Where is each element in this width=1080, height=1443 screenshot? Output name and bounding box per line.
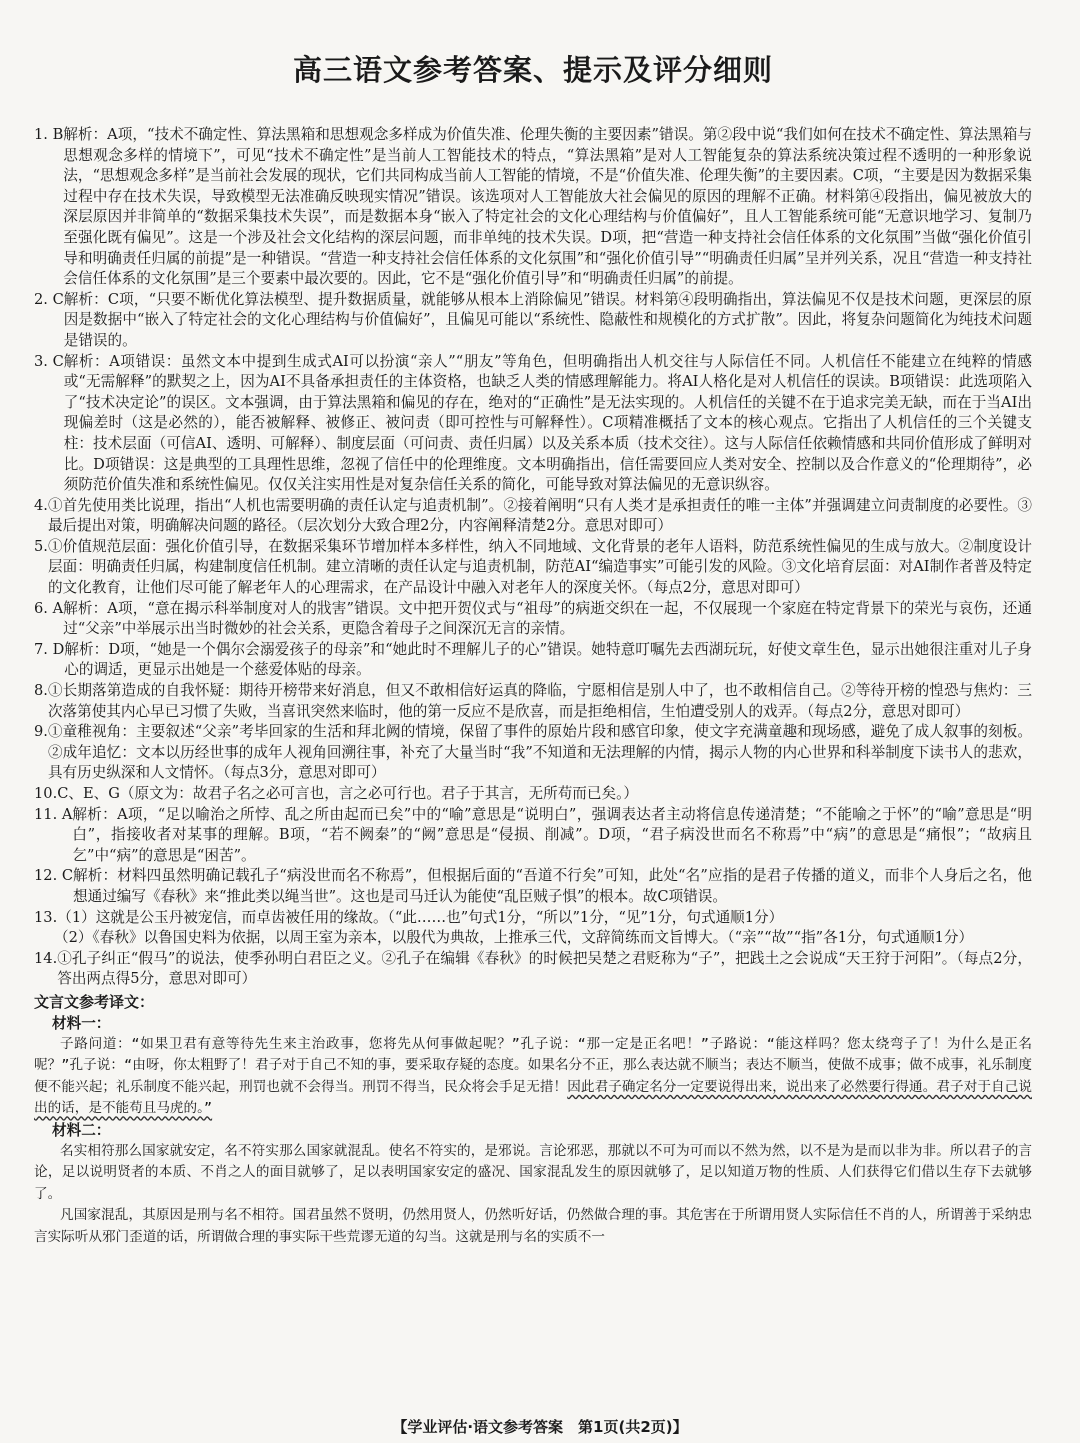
answer-number: 3. C	[34, 352, 64, 370]
answer-number: 4.	[34, 496, 48, 514]
answer-text: 解析：A项，“意在揭示科举制度对人的戕害”错误。文中把开贺仪式与“祖母”的病逝交织在一起，不仅展现一个家庭在特定背景下的荣光与哀伤，还通过“父亲”中举展示出当时微妙的社会关系，更隐含着母子之间深沉无言的亲情。	[63, 599, 1032, 638]
answer-number: 10.	[34, 785, 58, 802]
answer-number: 5.	[34, 537, 48, 555]
answer-text: 解析：A项，“足以喻治之所悖、乱之所由起而已矣”中的“喻”意思是“说明白”，强调表达者主动将信息传递清楚；“不能喻之于怀”的“喻”意思是“明白”，指接收者对某事的理解。B项，“若不阙秦”的“阙”意思是“侵损、削减”。D项，“君子病没世而名不称焉”中“病”的意思是“痛恨”；“故病且乞”中“病”的意思是“困苦”。	[72, 805, 1032, 864]
material-1-label: 材料一：	[52, 1014, 111, 1032]
answer-number: 6. A	[34, 599, 64, 617]
answer-number: 8.	[34, 682, 48, 700]
answer-item	[34, 537, 1032, 599]
answer-text: C、E、G（原文为：故君子名之必可言也，言之必可行也。君子于其言，无所苟而已矣。）	[57, 785, 638, 802]
answer-text: 解析：材料四虽然明确记载孔子“病没世而名不称焉”，但根据后面的“吾道不行矣”可知，此处“名”应指的是君子传播的道义，而非个人身后之名，他想通过编写《春秋》来“推此类以绳当世”。这也是司马迁认为能使“乱臣贼子惧”的根本。故C项错误。	[73, 867, 1032, 905]
material-2-text	[34, 1141, 1032, 1249]
answer-number: 11. A	[34, 805, 73, 823]
answer-item	[34, 681, 1032, 722]
answer-item	[34, 290, 1032, 352]
answer-item	[34, 352, 1032, 496]
answer-text: 解析：A项，“技术不确定性、算法黑箱和思想观念多样成为价值失准、伦理失衡的主要因素”错误。第②段中说“我们如何在技术不确定性、算法黑箱与思想观念多样的情境下”，可见“技术不确定性”是当前人工智能技术的特点，“算法黑箱”是对人工智能复杂的算法系统决策过程不透明的一种形象说法，“思想观念多样”是当前社会发展的现状，它们共同构成当前人工智能的情境，不是“价值失准、伦理失衡”的主要因素。C项，“主要是因为数据采集过程中存在技术失误，导致模型无法准确反映现实情况”错误。该选项对人工智能放大社会偏见的原因的理解不正确。材料第④段指出，偏见被放大的深层原因并非简单的“数据采集技术失误”，而是数据本身“嵌入了特定社会的文化心理结构与价值偏好”，且人工智能系统可能“无意识地学习、复制乃至强化既有偏见”。这是一个涉及社会文化结构的深层问题，而非单纯的技术失误。D项，把“营造一种支持社会信任体系的文化氛围”当做“强化价值引导和明确责任归属的前提”是一种错误。“营造一种支持社会信任体系的文化氛围”和“强化价值引导”“明确责任归属”呈并列关系，况且“营造一种支持社会信任体系的文化氛围”是三个要素中最次要的。因此，它不是“强化价值引导”和“明确责任归属”的前提。	[63, 126, 1032, 288]
answer-text: 解析：A项错误：虽然文本中提到生成式AI可以扮演“亲人”“朋友”等角色，但明确指出人机交往与人际信任不同。人机信任不能建立在纯粹的情感或“无需解释”的默契之上，因为AI不具备承担责任的主体资格，也缺乏人类的情感理解能力。将AI人格化是对人机信任的误读。B项错误：此选项陷入了“技术决定论”的误区。文本强调，由于算法黑箱和偏见的存在，绝对的“正确性”是无法实现的。人机信任的关键不在于追求完美无缺，而在于当AI出现偏差时（这是必然的），能否被解释、被修正、被问责（即可控性与可解释性）。C项精准概括了文本的核心观点。它指出了人机信任的三个关键支柱：技术层面（可信AI、透明、可解释）、制度层面（可问责、责任归属）以及关系本质（技术交往）。这与人际信任依赖情感和共同价值形成了鲜明对比。D项错误：这是典型的工具理性思维，忽视了信任中的伦理维度。文本明确指出，信任需要回应人类对安全、控制以及合作意义的“伦理期待”，必须防范价值失准和系统性偏见。仅仅关注实用性是对复杂信任关系的简化，可能导致对算法偏见的无意识纵容。	[63, 352, 1032, 494]
material-2-paragraph-1: 名实相符那么国家就安定，名不符实那么国家就混乱。使名不符实的，是邪说。言论邪恶，那就以不可为可而以不然为然，以不是为是而以非为非。所以君子的言论，足以说明贤者的本质、不肖之人的面目就够了，足以表明国家安定的盛况、国家混乱发生的原因就够了，足以知道万物的性质、人们获得它们借以生存下去就够了。	[34, 1142, 1032, 1202]
answer-item	[34, 640, 1032, 681]
answer-number: 9.	[34, 723, 48, 741]
page-footer: 【学业评估·语文参考答案 第1页(共2页)】	[392, 1418, 688, 1436]
answer-item	[34, 599, 1032, 640]
answer-number: 12. C	[34, 867, 74, 885]
answer-text: ①首先使用类比说理，指出“人机也需要明确的责任认定与追责机制”。②接着阐明“只有人类才是承担责任的唯一主体”并强调建立问责制度的必要性。③最后提出对策，明确解决问题的路径。（层次划分大致合理2分，内容阐释清楚2分。意思对即可）	[47, 496, 1032, 535]
answer-item	[34, 722, 1032, 784]
answer-item	[34, 784, 1032, 805]
answer-number: 13.	[34, 908, 58, 926]
answer-text: （2）《春秋》以鲁国史料为依据，以周王室为亲本，以殷代为典故，上推承三代，文辞简练而文旨博大。（“亲”“故”“指”各1分，句式通顺1分）	[54, 929, 974, 947]
translation-heading: 文言文参考译文：	[34, 992, 155, 1011]
material-1-underlined-text: 因此君子确定名分一定要说得出来，说出来了必然要行得通。君子对于自己说出的话，是不能苟且马虎的。”	[34, 1078, 1032, 1117]
answer-text: ①孔子纠正“假马”的说法，使季孙明白君臣之义。②孔子在编辑《春秋》的时候把吴楚之君贬称为“子”，把践土之会说成“天王狩于河阳”。（每点2分，答出两点得5分，意思对即可）	[57, 949, 1032, 988]
answer-item	[34, 805, 1032, 867]
answer-text: 解析：D项，“她是一个偶尔会溺爱孩子的母亲”和“她此时不理解儿子的心”错误。她特意叮嘱先去西湖玩玩，好使文章生色，显示出她很注重对儿子身心的调适，更显示出她是一个慈爱体贴的母亲。	[64, 640, 1032, 679]
material-1-text-a: 子路问道：“如果卫君有意等待先生来主治政事，您将先从何事做起呢？”孔子说：“那一定是正名吧！”子路说：“能这样吗？您太绕弯子了！为什么是正名呢？”孔子说：“由呀，你太粗野了！君子对于自己不知的事，要采取存疑的态度。如果名分不正，那么表达就不顺当；表达不顺当，使做不成事；做不成事，礼乐制度便不能兴起；礼乐制度不能兴起，刑罚也就不会得当。刑罚不得当，民众将会手足无措！	[34, 1035, 1032, 1095]
answer-item	[34, 928, 1032, 949]
answer-number: 2. C	[34, 290, 64, 308]
answers-list	[34, 125, 1032, 990]
answer-number: 14.	[34, 949, 58, 967]
answer-text: 解析：C项，“只要不断优化算法模型、提升数据质量，就能够从根本上消除偏见”错误。材料第④段明确指出，算法偏见不仅是技术问题，更深层的原因是数据中“嵌入了特定社会的文化心理结构与价值偏好”，且偏见可能以“系统性、隐蔽性和规模化的方式扩散”。因此，将复杂问题简化为纯技术问题是错误的。	[63, 290, 1032, 349]
material-2-paragraph-2: 凡国家混乱，其原因是刑与名不相符。国君虽然不贤明，仍然用贤人，仍然听好话，仍然做合理的事。其危害在于所谓用贤人实际信任不肖的人，所谓善于采纳忠言实际听从邪门歪道的话，所谓做合理的事实际干些荒谬无道的勾当。这就是刑与名的实质不一	[34, 1207, 1032, 1245]
answer-text: （1）这就是公玉丹被宠信，而卓齿被任用的缘故。（“此……也”句式1分，“所以”1分，“见”1分，句式通顺1分）	[57, 908, 784, 926]
answer-item	[34, 125, 1032, 290]
answer-text: ①价值规范层面：强化价值引导，在数据采集环节增加样本多样性，纳入不同地域、文化背景的老年人语料，防范系统性偏见的生成与放大。②制度设计层面：明确责任归属，构建制度信任机制。建立清晰的责任认定与追责机制，防范AI“编造事实”可能引发的风险。③文化培育层面：对AI制作者普及特定的文化教育，让他们尽可能了解老年人的心理需求，在产品设计中融入对老年人的深度关怀。（每点2分，意思对即可）	[47, 537, 1032, 597]
page-title: 高三语文参考答案、提示及评分细则	[292, 53, 773, 87]
answer-item	[34, 496, 1032, 537]
answer-number: 7. D	[34, 640, 65, 658]
material-1-text	[34, 1034, 1032, 1120]
answer-text: ①长期落第造成的自我怀疑：期待开榜带来好消息，但又不敢相信好运真的降临，宁愿相信是别人中了，也不敢相信自己。②等待开榜的惶恐与焦灼：三次落第使其内心早已习惯了失败，当喜讯突然来临时，他的第一反应不是欣喜，而是拒绝相信，生怕遭受别人的戏弄。（每点2分，意思对即可）	[47, 682, 1032, 720]
material-2-label: 材料二：	[52, 1121, 111, 1139]
answer-item	[34, 908, 1032, 929]
answer-number: 1. B	[34, 126, 64, 143]
answer-text: ①童稚视角：主要叙述“父亲”考毕回家的生活和拜北阙的情境，保留了事件的原始片段和感官印象，使文字充满童趣和现场感，避免了成人叙事的刻板。②成年追忆：文本以历经世事的成年人视角回溯往事，补充了大量当时“我”不知道和无法理解的内情，揭示人物的内心世界和科举制度下读书人的悲欢，具有历史纵深和人文情怀。（每点3分，意思对即可）	[47, 723, 1032, 782]
answer-item	[34, 949, 1032, 990]
answer-item	[34, 866, 1032, 907]
